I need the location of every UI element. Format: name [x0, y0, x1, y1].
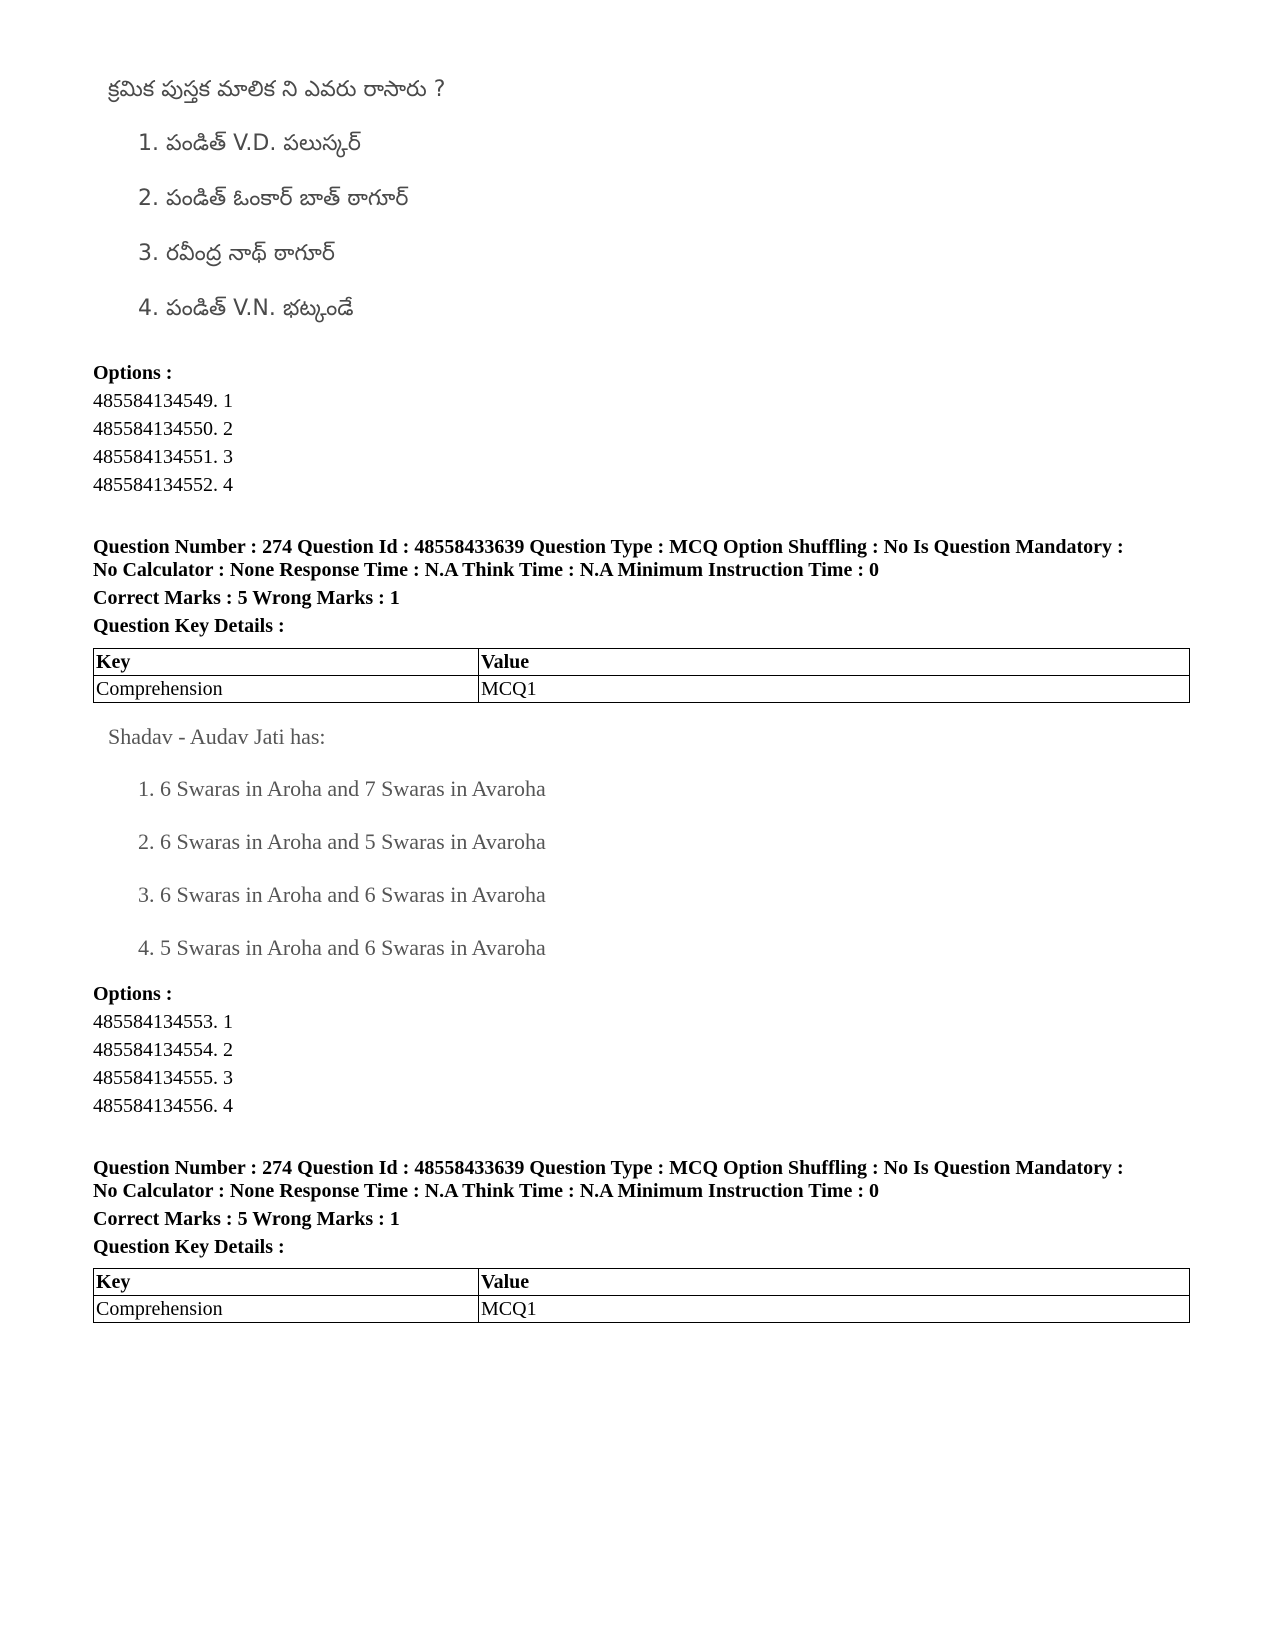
key-details-label: Question Key Details :: [93, 615, 285, 637]
question-meta: [93, 536, 1193, 638]
question-key-table: [93, 648, 1190, 703]
table-header-row: [94, 1269, 1190, 1296]
question-image-telugu: [108, 75, 808, 324]
choice-4: 4. పండిత్ V.N. భట్కండే: [138, 296, 354, 321]
question-stem: క్రమిక పుస్తక మాలిక ని ఎవరు రాసారు ?: [108, 77, 446, 102]
option-line: 485584134555. 3: [93, 1067, 233, 1089]
option-line: 485584134549. 1: [93, 390, 233, 412]
option-line: 485584134554. 2: [93, 1039, 233, 1061]
table-cell-key: Comprehension: [94, 676, 479, 703]
option-line: 485584134552. 4: [93, 474, 233, 496]
choice-3: 3. 6 Swaras in Aroha and 6 Swaras in Avaroha: [138, 882, 546, 907]
option-line: 485584134556. 4: [93, 1095, 233, 1117]
table-cell-value: MCQ1: [479, 1296, 1190, 1323]
table-header-key: Key: [94, 1269, 479, 1296]
question-meta: [93, 1157, 1193, 1259]
question-key-table: [93, 1268, 1190, 1323]
question-image-english: [108, 722, 808, 963]
options-label: Options :: [93, 362, 173, 384]
marks-line: Correct Marks : 5 Wrong Marks : 1: [93, 587, 400, 609]
table-row: [94, 676, 1190, 703]
options-section: [93, 980, 1193, 1120]
option-line: 485584134551. 3: [93, 446, 233, 468]
options-section: [93, 359, 1193, 499]
choice-3: 3. రవీంద్ర నాథ్ ఠాగూర్: [138, 241, 335, 266]
question-stem: Shadav - Audav Jati has:: [108, 724, 326, 749]
meta-line: Question Number : 274 Question Id : 48558433639 Question Type : MCQ Option Shuffling : No Is Question Mandatory :: [93, 536, 1124, 558]
table-cell-key: Comprehension: [94, 1296, 479, 1323]
meta-line: Question Number : 274 Question Id : 48558433639 Question Type : MCQ Option Shuffling : No Is Question Mandatory :: [93, 1157, 1124, 1179]
meta-line: No Calculator : None Response Time : N.A Think Time : N.A Minimum Instruction Time : 0: [93, 1180, 879, 1202]
choice-1: 1. 6 Swaras in Aroha and 7 Swaras in Avaroha: [138, 776, 546, 801]
table-cell-value: MCQ1: [479, 676, 1190, 703]
choice-2: 2. 6 Swaras in Aroha and 5 Swaras in Avaroha: [138, 829, 546, 854]
choice-2: 2. పండిత్ ఓంకార్ బాత్ ఠాగూర్: [138, 186, 409, 211]
table-header-value: Value: [479, 649, 1190, 676]
marks-line: Correct Marks : 5 Wrong Marks : 1: [93, 1208, 400, 1230]
choice-1: 1. పండిత్ V.D. పలుస్కర్: [138, 131, 361, 156]
question-choices: [108, 129, 808, 324]
options-label: Options :: [93, 983, 173, 1005]
key-details-label: Question Key Details :: [93, 1236, 285, 1258]
table-header-value: Value: [479, 1269, 1190, 1296]
table-header-row: [94, 649, 1190, 676]
option-line: 485584134550. 2: [93, 418, 233, 440]
question-choices: [108, 774, 808, 963]
table-header-key: Key: [94, 649, 479, 676]
option-line: 485584134553. 1: [93, 1011, 233, 1033]
meta-line: No Calculator : None Response Time : N.A Think Time : N.A Minimum Instruction Time : 0: [93, 559, 879, 581]
choice-4: 4. 5 Swaras in Aroha and 6 Swaras in Avaroha: [138, 935, 546, 960]
table-row: [94, 1296, 1190, 1323]
